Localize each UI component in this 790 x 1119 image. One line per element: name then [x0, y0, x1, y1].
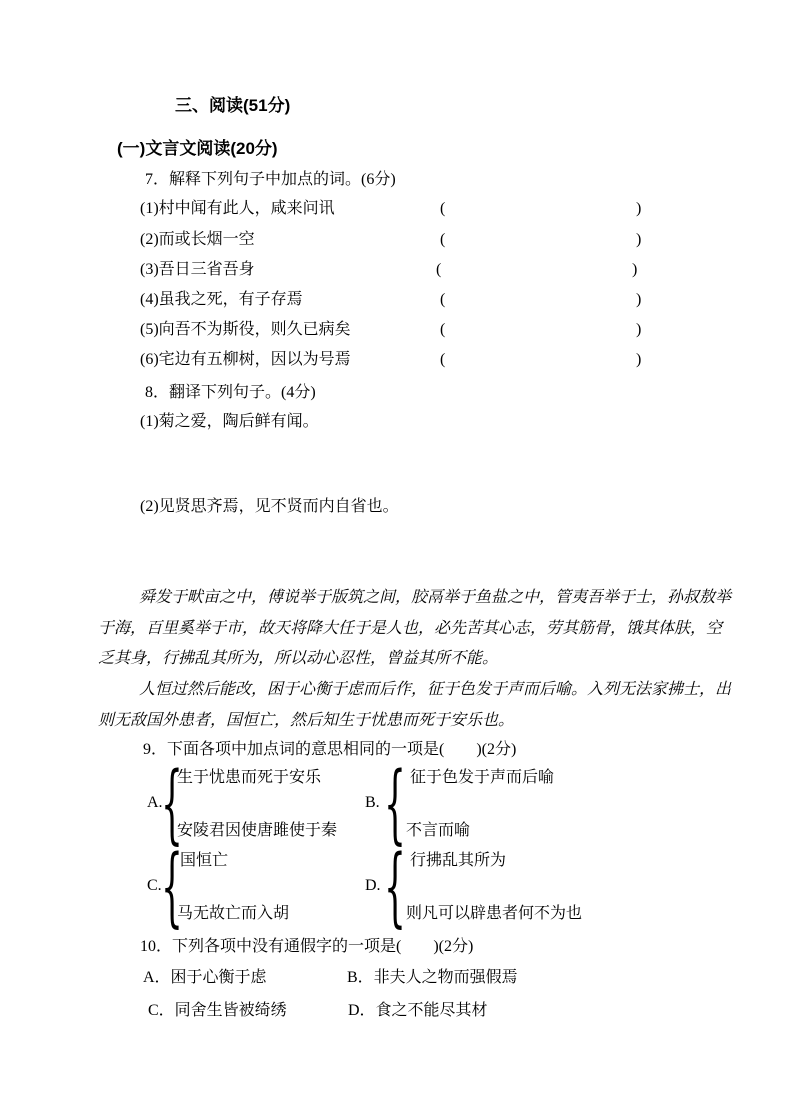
answer-paren-close: )	[636, 321, 642, 338]
answer-paren-close: )	[636, 200, 642, 217]
q10-option-d: D．食之不能尽其材	[348, 1002, 488, 1019]
q9-option-top: 生于忧患而死于安乐	[177, 769, 322, 786]
passage-line: 乏其身，行拂乱其所为，所以动心忍性，曾益其所不能。	[98, 648, 499, 667]
q9-stem: 9．下面各项中加点词的意思相同的一项是( )(2分)	[143, 741, 517, 758]
answer-paren-close: )	[636, 351, 642, 368]
q8-item-text: (1)菊之爱，陶后鲜有闻。	[140, 413, 319, 430]
q9-option-bottom: 则凡可以辟患者何不为也	[406, 905, 583, 922]
q9-option-top: 征于色发于声而后喻	[410, 769, 555, 786]
passage-line: 于海，百里奚举于市，故天将降大任于是人也，必先苦其心志，劳其筋骨，饿其体肤，空	[98, 618, 723, 637]
passage-line: 则无敌国外患者，国恒亡，然后知生于忧患而死于安乐也。	[98, 710, 515, 729]
q9-option-bottom: 马无故亡而入胡	[177, 905, 290, 922]
answer-paren-open: (	[440, 231, 446, 248]
answer-paren-close: )	[636, 231, 642, 248]
q9-option-top: 行拂乱其所为	[410, 852, 507, 869]
passage-line: 舜发于畎亩之中，傅说举于版筑之间，胶鬲举于鱼盐之中，管夷吾举于士，孙叔敖举	[139, 587, 732, 606]
q7-item-text: (4)虽我之死，有子存焉	[140, 291, 303, 308]
subsection-title: (一)文言文阅读(20分)	[117, 139, 278, 158]
q9-option-label: A.	[147, 794, 163, 811]
q9-option-bottom: 安陵君因使唐雎使于秦	[177, 822, 338, 839]
q9-option-label: C.	[147, 877, 162, 894]
q7-item-text: (2)而或长烟一空	[140, 231, 255, 248]
option-brace: {	[161, 837, 183, 937]
q7-item-text: (3)吾日三省吾身	[140, 261, 255, 278]
q9-option-label: B.	[365, 794, 380, 811]
passage-line: 人恒过然后能改，困于心衡于虑而后作，征于色发于声而后喻。入列无法家拂士，出	[139, 679, 732, 698]
q10-option-a: A．困于心衡于虑	[143, 969, 267, 986]
section-title: 三、阅读(51分)	[175, 96, 291, 115]
q9-option-top: 国恒亡	[180, 852, 229, 869]
q7-item-text: (1)村中闻有此人，咸来问讯	[140, 200, 335, 217]
q9-option-bottom: 不言而喻	[406, 822, 471, 839]
option-brace: {	[161, 754, 183, 854]
answer-paren-close: )	[632, 261, 638, 278]
q10-option-c: C．同舍生皆被绮绣	[148, 1002, 287, 1019]
answer-paren-open: (	[440, 200, 446, 217]
option-brace: {	[384, 754, 406, 854]
answer-paren-open: (	[436, 261, 442, 278]
q7-title: 7．解释下列句子中加点的词。(6分)	[145, 171, 396, 188]
answer-paren-close: )	[636, 291, 642, 308]
q8-title: 8．翻译下列句子。(4分)	[145, 384, 316, 401]
answer-paren-open: (	[440, 321, 446, 338]
answer-paren-open: (	[440, 351, 446, 368]
answer-paren-open: (	[440, 291, 446, 308]
q8-item-text: (2)见贤思齐焉，见不贤而内自省也。	[140, 498, 399, 515]
q10-stem: 10．下列各项中没有通假字的一项是( )(2分)	[140, 938, 474, 955]
q9-option-label: D.	[365, 877, 381, 894]
q10-option-b: B．非夫人之物而强假焉	[347, 969, 518, 986]
option-brace: {	[384, 837, 406, 937]
q7-item-text: (6)宅边有五柳树，因以为号焉	[140, 351, 351, 368]
q7-item-text: (5)向吾不为斯役，则久已病矣	[140, 321, 351, 338]
